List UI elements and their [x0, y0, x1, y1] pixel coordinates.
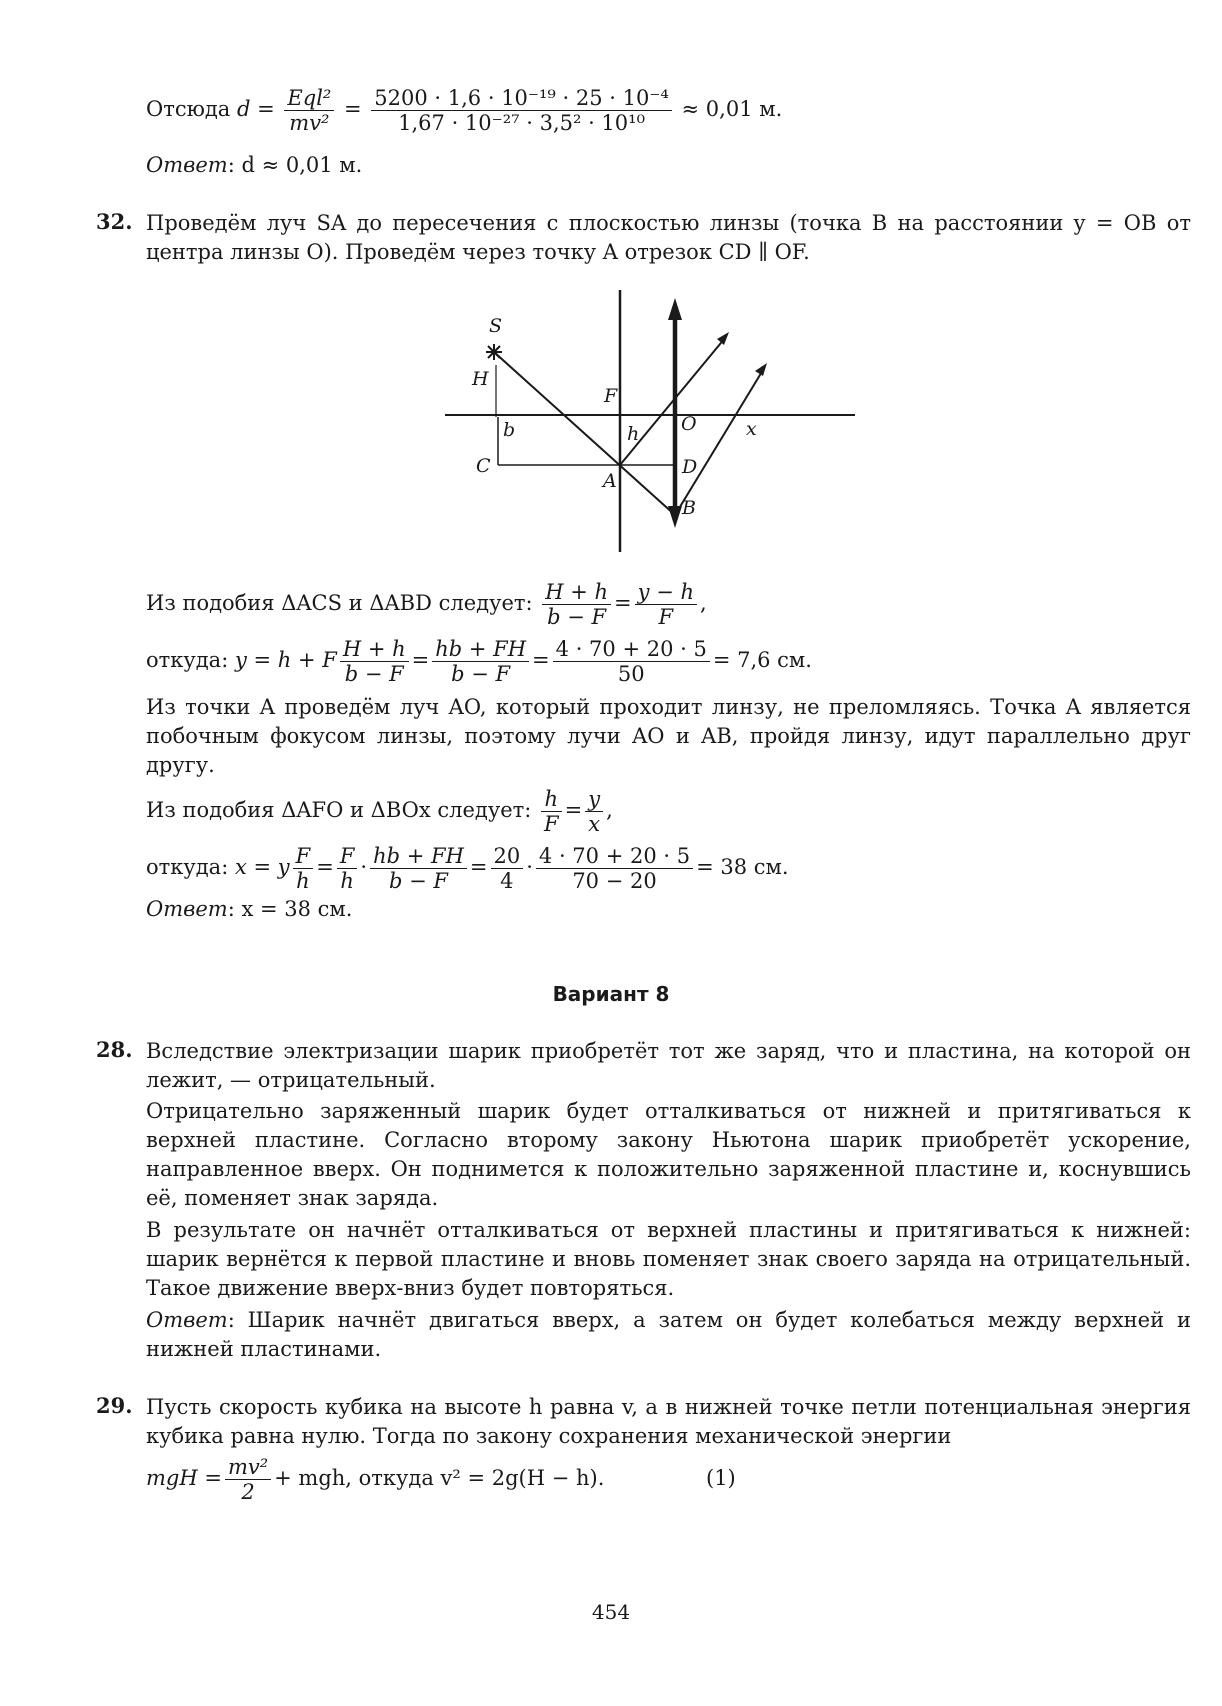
similarity-2: Из подобия ΔAFO и ΔBOx следует: $\frac{h}{F}$ = $\frac{y}{x}$ , [146, 787, 613, 836]
fraction: $\frac{hb + FH}{b - F}$ [432, 637, 529, 686]
similarity-1: Из подобия ΔACS и ΔABD следует: $\frac{H + h}{b - F}$ = $\frac{y - h}{F}$ , [146, 580, 707, 629]
fraction: $\frac{F}{h}$ [337, 844, 358, 893]
label-b: b [503, 419, 516, 441]
fraction: $\frac{4 \cdot 70 + 20 \cdot 5}{70 - 20}$ [536, 844, 693, 893]
label-h: h [627, 423, 640, 445]
label-S: S [489, 315, 503, 337]
page-number: 454 [591, 1600, 631, 1624]
label-D: D [682, 456, 698, 478]
fraction: $\frac{y - h}{F}$ [635, 580, 697, 629]
ray-SA [494, 352, 675, 515]
problem-text: Пусть скорость кубика на высоте h равна v, а в нижней точке петли потенциальная энергия кубика равна нулю. Тогда по закону сохранения механической энергии [146, 1395, 1191, 1448]
answer-label: Ответ [146, 897, 228, 921]
answer-text: : x = 38 см. [227, 897, 353, 921]
label-B: B [682, 497, 696, 519]
answer-text: : d ≈ 0,01 м. [227, 153, 363, 177]
fraction: $\frac{y}{x}$ [585, 787, 603, 836]
label-C: C [476, 455, 491, 477]
equation-tag: (1) [706, 1466, 736, 1490]
fraction: $\frac{H + h}{b - F}$ [542, 580, 611, 629]
label-A: A [603, 470, 617, 492]
fraction: $\frac{20}{4}$ [491, 844, 524, 893]
lens-diagram [430, 290, 860, 560]
fraction: $\frac{\text{mv²}}{2}$ [225, 1455, 271, 1504]
answer-label: Ответ [146, 153, 228, 177]
formula-d: Отсюда d = $\frac{\text{Eql²}}{\text{mv²}}$ = $\frac{\text{5200 · 1,6 · 10⁻¹⁹ · 25 · 10⁻⁴}}{\text{1,67 · 10⁻²⁷ · 3,5² · 10¹⁰}}$ ≈ 0,01 м. [146, 86, 783, 135]
paragraph: Отрицательно заряженный шарик будет отталкиваться от нижней и притягиваться к верхней пластине. Согласно второму закону Ньютона шарик приобретёт ускорение, направленное вверх. Он поднимется к положительно заряженной пластине и, коснувшись её, поменяет знак заряда. [146, 1099, 1191, 1210]
formula-prefix: Отсюда [146, 97, 231, 121]
paragraph: Вследствие электризации шарик приобретёт тот же заряд, что и пластина, на которой он лежит, — отрицательный. [146, 1039, 1191, 1092]
answer-label: Ответ [146, 1308, 228, 1332]
fraction: $\frac{\text{Eql²}}{\text{mv²}}$ [284, 86, 334, 135]
label-F: F [604, 385, 618, 407]
fraction: $\frac{\text{5200 · 1,6 · 10⁻¹⁹ · 25 · 10⁻⁴}}{\text{1,67 · 10⁻²⁷ · 3,5² · 10¹⁰}}$ [371, 86, 672, 135]
problem-number: 29. [96, 1393, 133, 1418]
fraction: $\frac{H + h}{b - F}$ [340, 637, 409, 686]
fraction: $\frac{4 \cdot 70 + 20 \cdot 5}{50}$ [553, 637, 710, 686]
formula-y: откуда: y = h + F $\frac{H + h}{b - F}$ = $\frac{hb + FH}{b - F}$ = $\frac{4 \cdot 70 + 20 \cdot 5}{50}$ = 7,6 см. [146, 637, 812, 686]
lens-arrow-up [668, 298, 682, 320]
problem-text: Проведём луч SA до пересечения с плоскостью линзы (точка B на расстоянии y = OB от центра линзы O). Проведём через точку A отрезок CD ∥ OF. [146, 211, 1191, 264]
answer-line [146, 1306, 1191, 1364]
answer-line [146, 897, 352, 921]
equation-1: mgH = $\frac{\text{mv²}}{2}$ + mgh, откуда v² = 2g(H − h). [146, 1455, 605, 1504]
label-H: H [472, 368, 489, 390]
label-x: x [746, 418, 757, 440]
fraction: $\frac{F}{h}$ [293, 844, 314, 893]
fraction: $\frac{h}{F}$ [541, 787, 562, 836]
answer-text: : Шарик начнёт двигаться вверх, а затем он будет колебаться между верхней и нижней пластинами. [146, 1308, 1191, 1361]
formula-x: откуда: x = y $\frac{F}{h}$ = $\frac{F}{h}$ · $\frac{hb + FH}{b - F}$ = $\frac{20}{4}$ · $\frac{4 \cdot 70 + 20 \cdot 5}{70 - 20}$ = 38 см. [146, 844, 789, 893]
ray-AO [620, 338, 725, 465]
paragraph: Из точки A проведём луч AO, который проходит линзу, не преломляясь. Точка A является побочным фокусом линзы, поэтому лучи AO и AB, пройдя линзу, идут параллельно друг другу. [146, 695, 1191, 777]
answer-line [146, 153, 362, 177]
problem-number: 32. [96, 209, 133, 234]
source-star-icon [486, 344, 502, 360]
fraction: $\frac{hb + FH}{b - F}$ [370, 844, 467, 893]
section-heading: Вариант 8 [552, 982, 670, 1006]
ray-Bx [675, 370, 763, 515]
formula-result: ≈ 0,01 м. [681, 97, 783, 121]
label-O: O [681, 413, 697, 435]
formula-lhs: d = [237, 97, 275, 121]
paragraph: В результате он начнёт отталкиваться от верхней пластины и притягиваться к нижней: шарик вернётся к первой пластине и вновь поменяет знак своего заряда на отрицательный. Такое движение вверх-вниз будет повторяться. [146, 1218, 1191, 1300]
problem-number: 28. [96, 1037, 133, 1062]
